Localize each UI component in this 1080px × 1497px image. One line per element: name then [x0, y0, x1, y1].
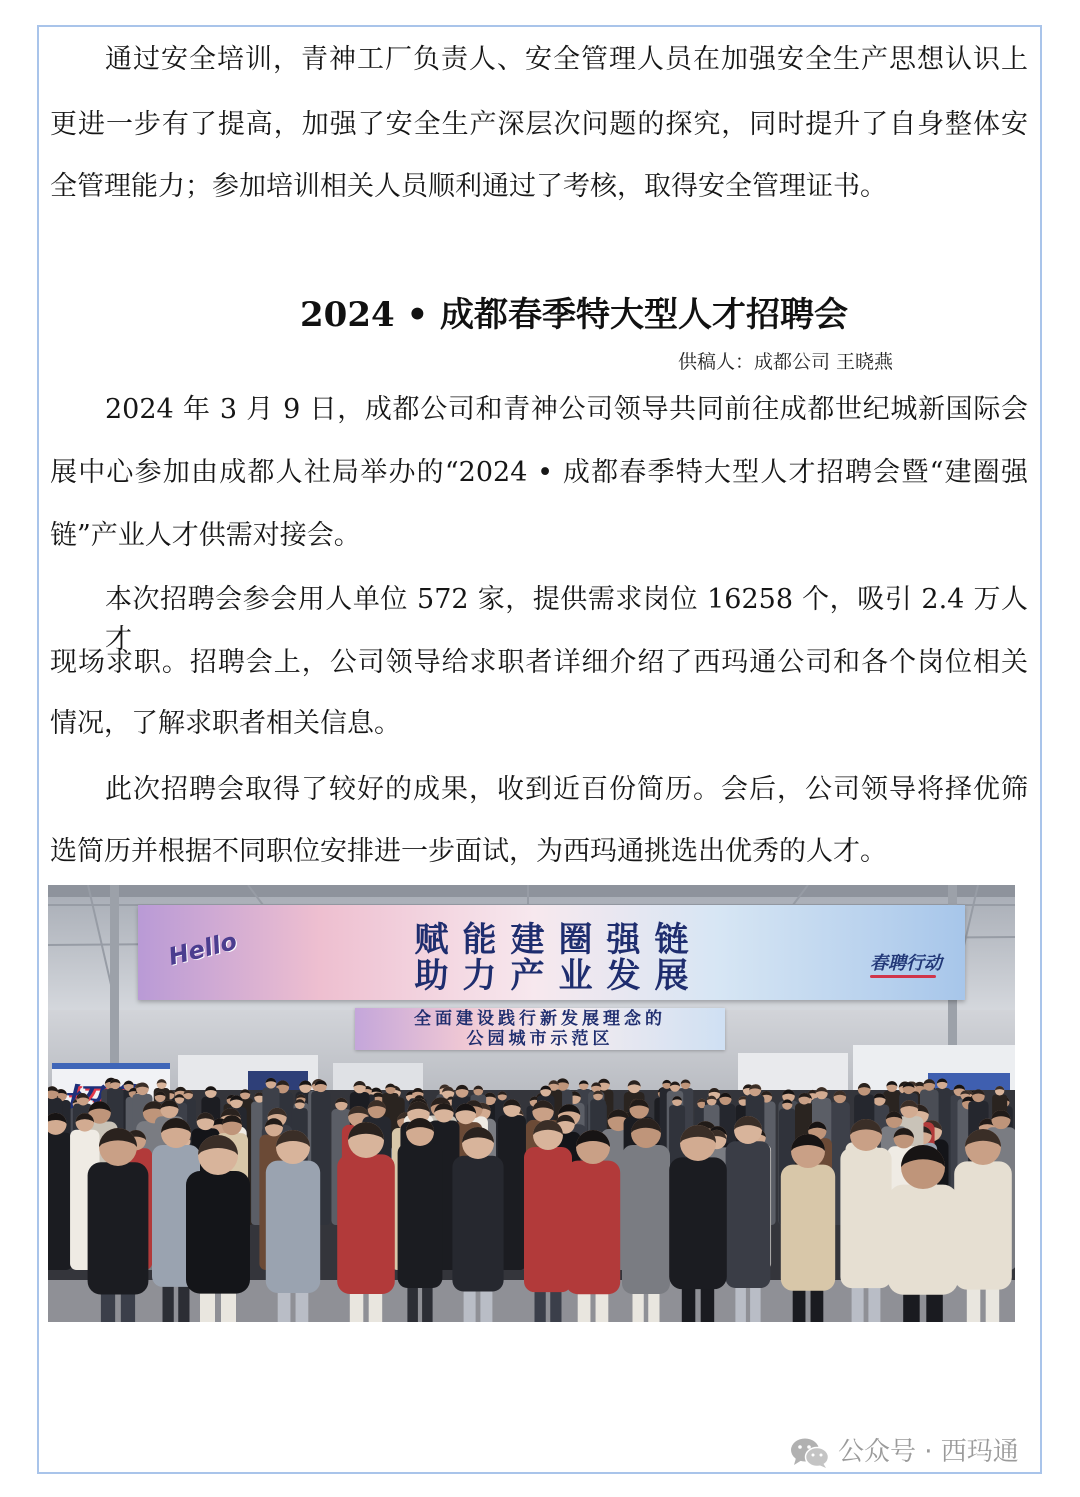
- crowd-person: [48, 1113, 73, 1270]
- paragraph-line: 此次招聘会取得了较好的成果，收到近百份简历。会后，公司领导将择优筛: [105, 774, 1028, 805]
- crowd-person: [622, 1118, 670, 1322]
- crowd-illustration: [48, 885, 1015, 1322]
- crowd-person: [726, 1116, 771, 1322]
- main-banner-line: 赋能建圈强链: [414, 920, 703, 960]
- paragraph-line: 更进一步有了提高，加强了安全生产深层次问题的探究，同时提升了自身整体安: [50, 109, 1028, 140]
- crowd-person: [524, 1120, 572, 1322]
- job-fair-photo: [48, 885, 1015, 1322]
- banner-logo-left: Hello: [165, 927, 240, 971]
- wechat-icon: [790, 1437, 830, 1469]
- paragraph-line: 选简历并根据不同职位安排进一步面试，为西玛通挑选出优秀的人才。: [50, 836, 887, 867]
- paragraph-line: 通过安全培训，青神工厂负责人、安全管理人员在加强安全生产思想认识上: [105, 44, 1028, 75]
- paragraph-line: 2024 年 3 月 9 日，成都公司和青神公司领导共同前往成都世纪城新国际会: [105, 394, 1028, 425]
- article-title: 2024 • 成都春季特大型人才招聘会: [300, 295, 849, 335]
- article-byline: 供稿人：成都公司 王晓燕: [678, 351, 894, 373]
- watermark-text: 公众号 · 西玛通: [838, 1437, 1019, 1467]
- crowd-person: [398, 1118, 443, 1322]
- paragraph-line: 链”产业人才供需对接会。: [50, 520, 361, 551]
- paragraph-line: 展中心参加由成都人社局举办的“2024 • 成都春季特大型人才招聘会暨“建圈强: [50, 457, 1028, 488]
- banner-logo-right: 春聘行动: [870, 949, 942, 975]
- paragraph-line: 全管理能力；参加培训相关人员顺利通过了考核，取得安全管理证书。: [50, 171, 887, 202]
- sub-banner-line: 公园城市示范区: [466, 1029, 614, 1049]
- sub-banner-line: 全面建设践行新发展理念的: [414, 1009, 666, 1029]
- main-banner-line: 助力产业发展: [414, 956, 703, 996]
- paragraph-line: 情况，了解求职者相关信息。: [50, 708, 401, 739]
- paragraph-line: 现场求职。招聘会上，公司领导给求职者详细介绍了西玛通公司和各个岗位相关: [50, 647, 1028, 678]
- crowd-person: [840, 1119, 891, 1322]
- paragraph-line: 本次招聘会参会用人单位 572 家，提供需求岗位 16258 个，吸引 2.4 万人才: [105, 584, 1028, 655]
